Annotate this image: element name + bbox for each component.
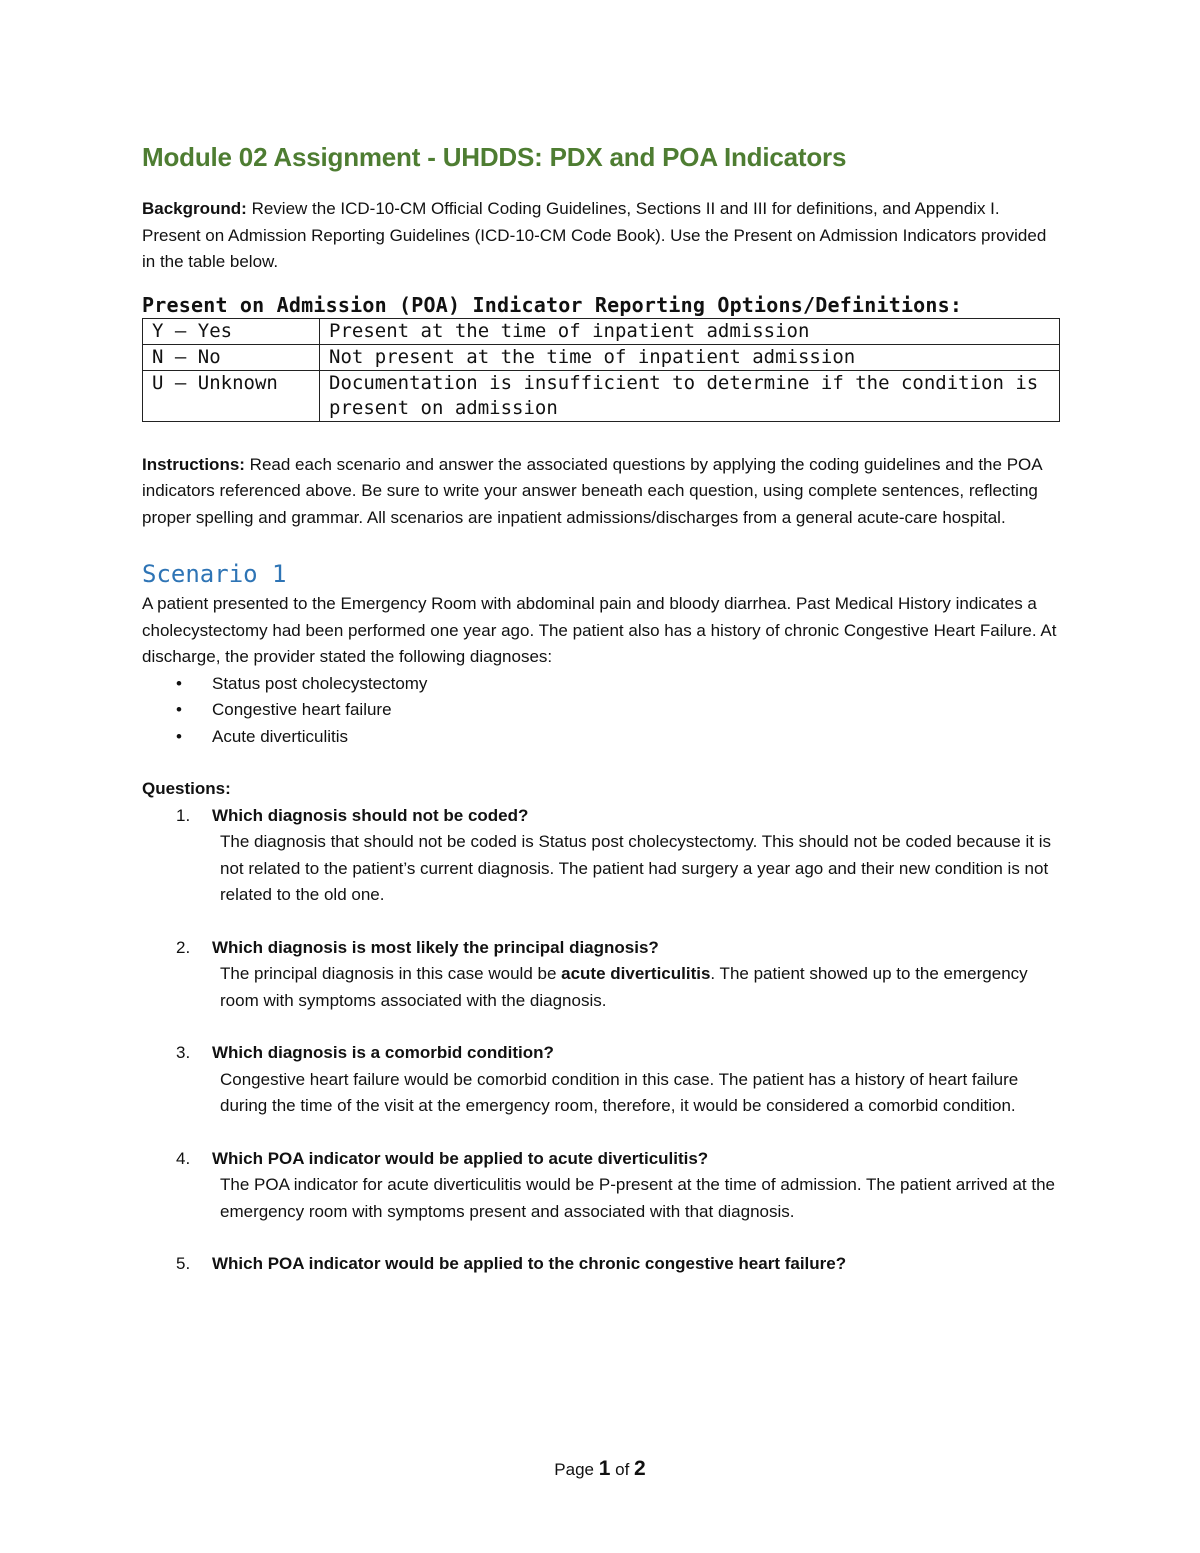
poa-code: Y – Yes — [143, 318, 320, 344]
page-current: 1 — [598, 1457, 611, 1480]
question-item — [142, 935, 1060, 1015]
answer-text — [212, 829, 1060, 909]
page-title: Module 02 Assignment - UHDDS: PDX and POA Indicators — [142, 142, 847, 172]
answer-emphasis: acute diverticulitis — [561, 964, 711, 983]
questions-label: Questions: — [142, 779, 231, 798]
instructions-text: Read each scenario and answer the associated questions by applying the coding guidelines and the POA indicators referenced above. Be sure to write your answer beneath each question, using complete sentences, reflecting proper spelling and grammar. All scenarios are inpatient admissions/discharges from a general acute-care hospital. — [142, 454, 1042, 527]
list-item — [176, 671, 1060, 698]
question-item — [142, 1251, 1060, 1278]
poa-code: N – No — [143, 344, 320, 370]
answer-segment: . The patient showed up to the emergency room with symptoms associated with the diagnosis. — [220, 964, 1028, 1010]
diagnosis-text: Acute diverticulitis — [212, 726, 349, 746]
poa-table — [142, 318, 1060, 422]
question-item — [142, 1040, 1060, 1120]
poa-definition: Not present at the time of inpatient admission — [320, 344, 1060, 370]
diagnosis-text: Congestive heart failure — [212, 700, 392, 719]
question-number: 2. — [176, 937, 191, 957]
bullet-icon: • — [176, 700, 182, 719]
list-item — [176, 697, 1060, 724]
diagnosis-text: Status post cholecystectomy — [212, 673, 428, 693]
document-body — [142, 140, 1060, 1304]
instructions-paragraph — [142, 452, 1060, 532]
poa-table-heading: Present on Admission (POA) Indicator Reporting Options/Definitions: — [142, 292, 963, 317]
bullet-icon: • — [176, 673, 182, 693]
poa-code: U – Unknown — [143, 370, 320, 421]
answer-segment: Congestive heart failure would be comorbid condition in this case. The patient has a history of heart failure during the time of the visit at the emergency room, therefore, it would be considered a comorbid condition. — [220, 1069, 1019, 1115]
answer-text — [212, 961, 1060, 1014]
answer-segment: The diagnosis that should not be coded is Status post cholecystectomy. This should not be coded because it is not related to the patient’s current diagnosis. The patient had surgery a year ago and their new condition is not related to the old one. — [220, 832, 1051, 904]
instructions-label: Instructions: — [142, 454, 245, 474]
answer-segment: The POA indicator for acute diverticulitis would be P-present at the time of admission. The patient arrived at the emergency room with symptoms present and associated with that diagnosis. — [220, 1175, 1056, 1221]
diagnosis-list — [142, 671, 1060, 751]
page-total: 2 — [634, 1457, 646, 1480]
question-text: Which diagnosis is a comorbid condition? — [212, 1043, 554, 1062]
question-number: 3. — [176, 1043, 191, 1062]
answer-segment: The principal diagnosis in this case would be — [220, 964, 562, 983]
poa-definition: Present at the time of inpatient admission — [320, 318, 1060, 344]
bullet-icon: • — [176, 726, 182, 746]
question-number: 5. — [176, 1254, 191, 1273]
background-label: Background: — [142, 199, 247, 218]
question-item — [142, 1146, 1060, 1226]
of-label: of — [610, 1460, 635, 1479]
question-number: 4. — [176, 1148, 191, 1168]
table-row — [143, 318, 1060, 344]
page-footer — [0, 1456, 1200, 1483]
question-text: Which POA indicator would be applied to acute diverticulitis? — [212, 1148, 709, 1168]
background-text: Review the ICD-10-CM Official Coding Guidelines, Sections II and III for definitions, and Appendix I. Present on Admission Reporting Guidelines (ICD-10-CM Code Book). Use the Present on Admission Indicators provided in the table below. — [142, 199, 1047, 271]
table-row — [143, 370, 1060, 421]
page-label: Page — [554, 1460, 599, 1479]
background-paragraph — [142, 196, 1060, 276]
question-number: 1. — [176, 805, 191, 825]
question-text: Which diagnosis is most likely the principal diagnosis? — [212, 937, 659, 957]
answer-text — [212, 1172, 1060, 1225]
questions-list — [142, 803, 1060, 1278]
question-text: Which POA indicator would be applied to the chronic congestive heart failure? — [212, 1254, 847, 1273]
question-text: Which diagnosis should not be coded? — [212, 805, 529, 825]
poa-definition: Documentation is insufficient to determine if the condition is present on admission — [320, 370, 1060, 421]
table-row — [143, 344, 1060, 370]
scenario-heading: Scenario 1 — [142, 560, 287, 588]
answer-text — [212, 1067, 1060, 1120]
question-item — [142, 803, 1060, 909]
list-item — [176, 724, 1060, 751]
scenario-text: A patient presented to the Emergency Room with abdominal pain and bloody diarrhea. Past Medical History indicates a cholecystectomy had been performed one year ago. The patient also has a history of chronic Congestive Heart Failure. At discharge, the provider stated the following diagnoses: — [142, 594, 1057, 666]
